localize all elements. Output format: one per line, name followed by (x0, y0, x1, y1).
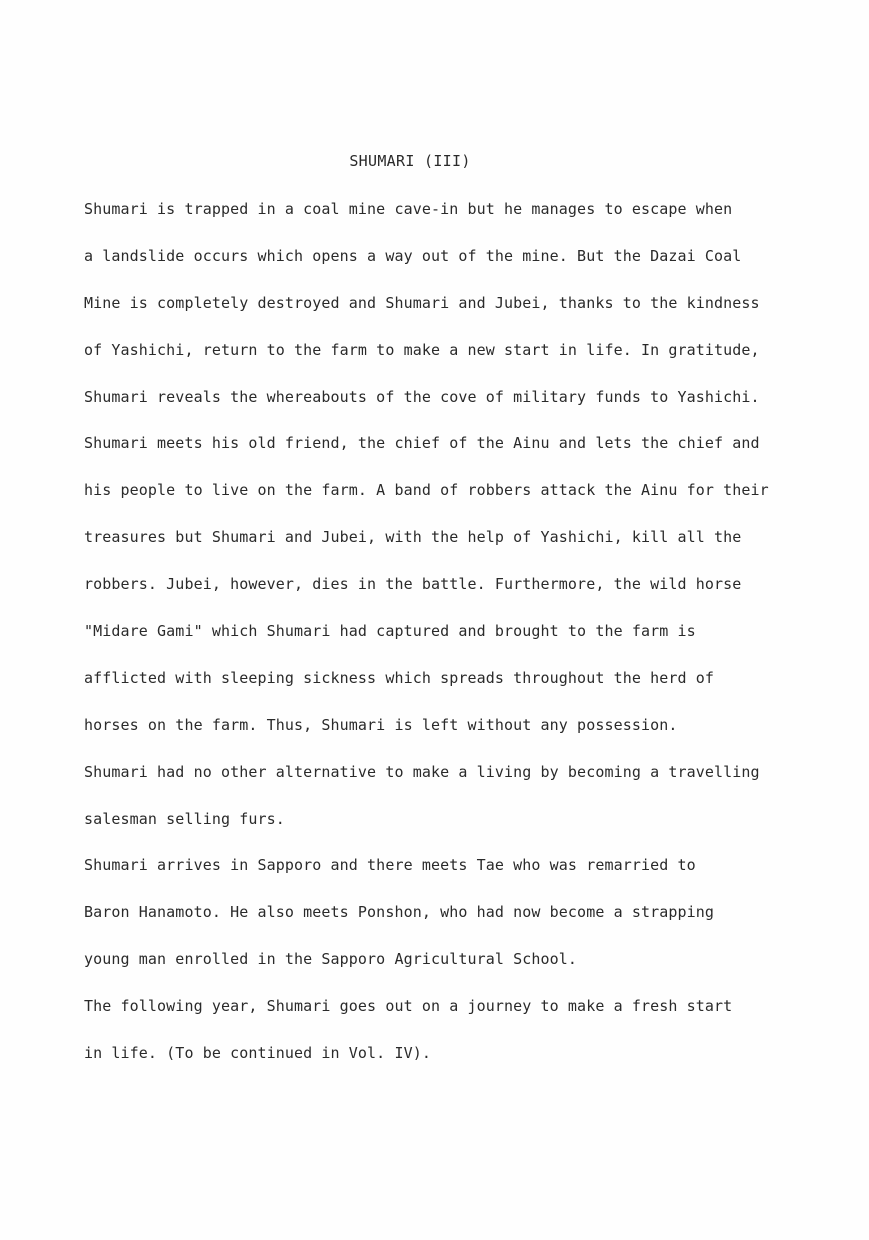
text-line: in life. (To be continued in Vol. IV). (84, 1044, 431, 1063)
text-line: afflicted with sleeping sickness which spreads throughout the herd of (84, 668, 715, 687)
text-line: salesman selling furs. (84, 809, 285, 828)
text-line: Shumari had no other alternative to make a living by becoming a travelling (84, 762, 760, 781)
text-line: Baron Hanamoto. He also meets Ponshon, who had now become a strapping (84, 903, 715, 922)
text-line: Mine is completely destroyed and Shumari and Jubei, thanks to the kindness (84, 293, 760, 312)
text-line: "Midare Gami" which Shumari had captured and brought to the farm is (84, 622, 696, 641)
text-line: treasures but Shumari and Jubei, with the help of Yashichi, kill all the (84, 528, 742, 547)
text-line: Shumari is trapped in a coal mine cave-in but he manages to escape when (84, 200, 733, 218)
document-body (84, 198, 844, 1089)
text-line: young man enrolled in the Sapporo Agricultural School. (84, 950, 578, 969)
text-line: robbers. Jubei, however, dies in the battle. Furthermore, the wild horse (84, 575, 742, 594)
document-title: SHUMARI (III) (349, 152, 471, 170)
text-line: Shumari meets his old friend, the chief of the Ainu and lets the chief and (84, 434, 760, 453)
text-line: Shumari reveals the whereabouts of the cove of military funds to Yashichi. (84, 387, 760, 406)
text-line: horses on the farm. Thus, Shumari is left without any possession. (84, 715, 678, 734)
text-line: a landslide occurs which opens a way out of the mine. But the Dazai Coal (84, 246, 742, 265)
text-line: of Yashichi, return to the farm to make a new start in life. In gratitude, (84, 340, 760, 359)
text-line: his people to live on the farm. A band of robbers attack the Ainu for their (84, 481, 769, 500)
text-line: Shumari arrives in Sapporo and there meets Tae who was remarried to (84, 856, 696, 875)
text-line: The following year, Shumari goes out on a journey to make a fresh start (84, 997, 733, 1016)
